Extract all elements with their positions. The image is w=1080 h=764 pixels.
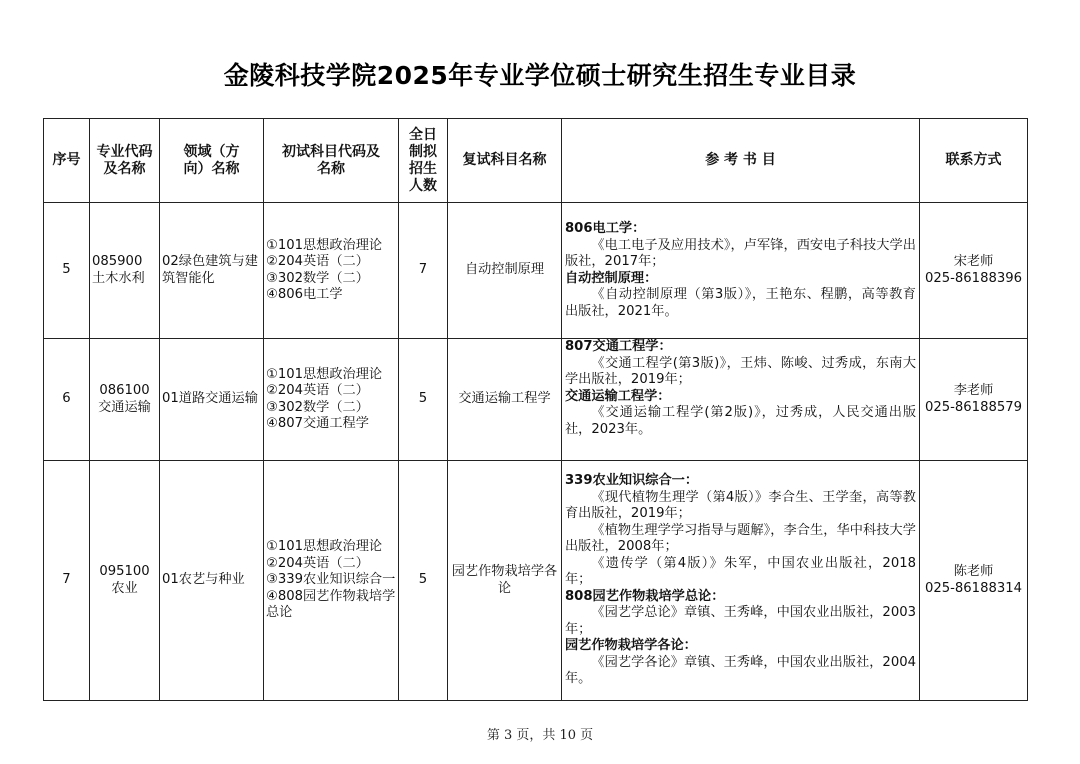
major-cell: 095100 农业 [90,461,160,701]
field-cell: 01农艺与种业 [160,461,264,701]
refs-cell: 806电工学： 《电工电子及应用技术》，卢军锋，西安电子科技大学出版社，2017年； 自动控制原理： 《自动控制原理（第3版）》，王艳东、程鹏，高等教育出版社，2021年。 [562,203,920,339]
header-row [44,119,1028,203]
header-refs: 参 考 书 目 [562,119,920,203]
header-seq: 序号 [44,119,90,203]
table-row [44,339,1028,461]
field-cell: 01道路交通运输 [160,339,264,461]
field-cell: 02绿色建筑与建筑智能化 [160,203,264,339]
page-title: 金陵科技学院2025年专业学位硕士研究生招生专业目录 [223,61,857,90]
enrollment-catalog-table [43,118,1028,701]
seq-cell: 5 [44,203,90,339]
major-cell: 086100 交通运输 [90,339,160,461]
exam-cell: ①101思想政治理论 ②204英语（二） ③339农业知识综合一 ④808园艺作物栽培学总论 [264,461,399,701]
header-contact: 联系方式 [920,119,1028,203]
quota-cell: 7 [399,203,448,339]
seq-cell: 7 [44,461,90,701]
exam-cell: ①101思想政治理论 ②204英语（二） ③302数学（二） ④807交通工程学 [264,339,399,461]
header-quota: 全日制拟招生人数 [399,119,448,203]
page-number: 第 3 页，共 10 页 [486,728,594,743]
seq-cell: 6 [44,339,90,461]
header-exam: 初试科目代码及名称 [264,119,399,203]
refs-cell: 807交通工程学： 《交通工程学(第3版)》，王炜、陈峻、过秀成，东南大学出版社，2019年； 交通运输工程学： 《交通运输工程学(第2版)》，过秀成，人民交通出版社，2023年。 [562,339,920,461]
quota-cell: 5 [399,461,448,701]
contact-cell: 李老师 025-86188579 [920,339,1028,461]
contact-cell: 宋老师 025-86188396 [920,203,1028,339]
header-retest: 复试科目名称 [448,119,562,203]
contact-cell: 陈老师 025-86188314 [920,461,1028,701]
header-major: 专业代码及名称 [90,119,160,203]
retest-cell: 交通运输工程学 [448,339,562,461]
header-field: 领域（方向）名称 [160,119,264,203]
major-cell: 085900 土木水利 [90,203,160,339]
table-row [44,203,1028,339]
refs-cell: 339农业知识综合一： 《现代植物生理学（第4版）》李合生、王学奎，高等教育出版社，2019年； 《植物生理学学习指导与题解》，李合生，华中科技大学出版社，2008年； 《遗传学（第4版）》朱军，中国农业出版社，2018年； 808园艺作物栽培学总论： 《园艺学总论》章镇、王秀峰，中国农业出版社，2003 年； 园艺作物栽培学各论： 《园艺学各论》章镇、王秀峰，中国农业出版社，2004 年。 [562,461,920,701]
exam-cell: ①101思想政治理论 ②204英语（二） ③302数学（二） ④806电工学 [264,203,399,339]
retest-cell: 自动控制原理 [448,203,562,339]
table-row [44,461,1028,701]
retest-cell: 园艺作物栽培学各论 [448,461,562,701]
quota-cell: 5 [399,339,448,461]
